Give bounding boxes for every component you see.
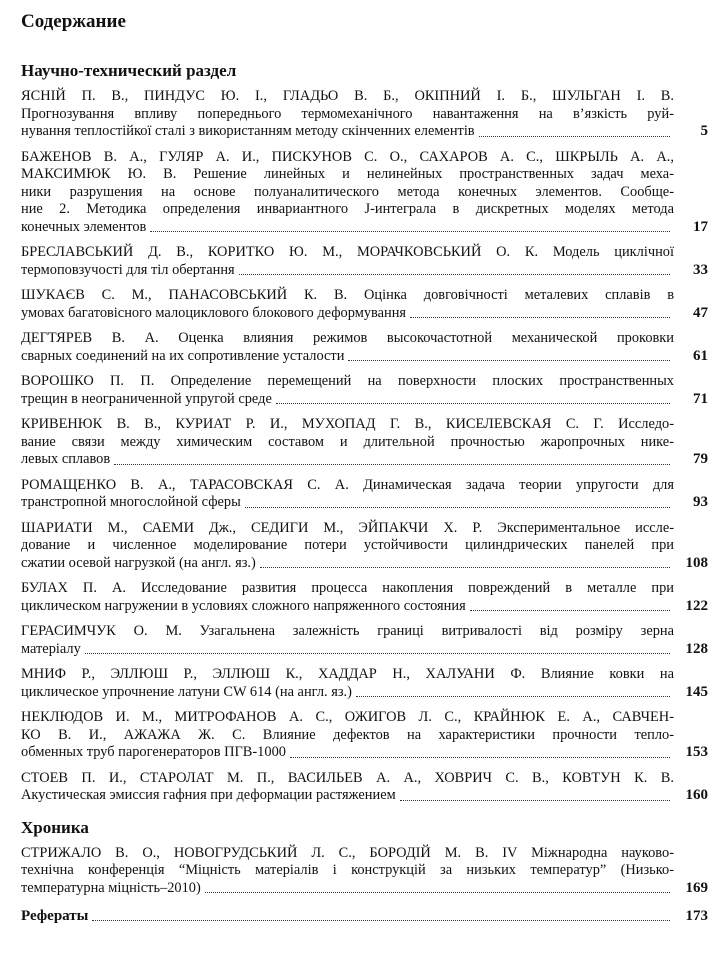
entry-line-text: МАКСИМЮК Ю. В. Решение линейных и нелинейных пространственных задач меха- — [21, 166, 674, 182]
page-number: 153 — [685, 744, 708, 760]
leader-dots — [245, 506, 670, 508]
page-number: 61 — [693, 347, 708, 364]
section-title: Научно-технический раздел — [21, 61, 237, 80]
entry-line — [21, 391, 674, 409]
entry-line — [21, 862, 674, 880]
leader-dots — [114, 463, 670, 465]
toc-entry[interactable] — [21, 416, 708, 469]
entry-line-text: МНИФ Р., ЭЛЛЮШ Р., ЭЛЛЮШ К., ХАДДАР Н., ХАЛУАНИ Ф. Влияние ковки на — [21, 666, 674, 682]
entry-line — [21, 623, 674, 641]
entry-line — [21, 184, 674, 202]
entry-text — [21, 477, 674, 512]
section-title: Хроника — [21, 817, 89, 837]
entry-text — [21, 770, 674, 805]
entry-line-text: ДЕГТЯРЕВ В. А. Оценка влияния режимов высокочастотной механической проковки — [21, 330, 674, 346]
toc-entry[interactable] — [21, 623, 708, 658]
entry-text — [21, 330, 674, 365]
entry-line-text: циклическом нагружении в условиях сложного напряженного состояния — [21, 597, 466, 614]
toc-entry[interactable] — [21, 373, 708, 408]
entry-line — [21, 727, 674, 745]
entry-line — [21, 149, 674, 167]
abstracts-entry[interactable] — [21, 907, 708, 925]
toc-entry[interactable] — [21, 88, 708, 141]
entry-line-text: КРИВЕНЮК В. В., КУРИАТ Р. И., МУХОПАД Г. В., КИСЕЛЕВСКАЯ С. Г. Исследо- — [21, 416, 674, 432]
entry-line-text: БУЛАХ П. А. Исследование развития процесса накопления повреждений в металле при — [21, 580, 674, 596]
entry-line — [21, 598, 674, 616]
toc-entry[interactable] — [21, 580, 708, 615]
entry-line-text: трещин в неограниченной упругой среде — [21, 390, 272, 407]
leader-dots — [150, 230, 670, 232]
entry-line-text: СТОЕВ П. И., СТАРОЛАТ М. П., ВАСИЛЬЕВ А. А., ХОВРИЧ С. В., КОВТУН К. В. — [21, 769, 674, 786]
entry-line — [21, 201, 674, 219]
entry-line-text: транстропной многослойной сферы — [21, 494, 241, 510]
entry-line — [21, 880, 674, 898]
entry-line — [21, 287, 674, 305]
toc-entry[interactable] — [21, 244, 708, 279]
entry-line — [21, 416, 674, 434]
entry-line-text: технічна конференція “Міцність матеріалів і конструкцій за низьких температур” (Низько- — [21, 862, 674, 878]
entry-line — [21, 684, 674, 702]
entry-line-text: матеріалу — [21, 640, 81, 657]
entry-line — [21, 641, 674, 659]
entry-line-text: БРЕСЛАВСЬКИЙ Д. В., КОРИТКО Ю. М., МОРАЧКОВСЬКИЙ О. К. Модель циклічної — [21, 244, 674, 260]
page-number: 145 — [685, 683, 708, 700]
entry-line-text: ШАРИАТИ М., САЕМИ Дж., СЕДИГИ М., ЭЙПАКЧИ Х. Р. Экспериментальное иссле- — [21, 519, 674, 536]
entry-line-text: температурна міцність–2010) — [21, 879, 201, 896]
toc-sections — [21, 60, 708, 897]
entry-line — [21, 555, 674, 573]
entry-line-text: сжатии осевой нагрузкой (на англ. яз.) — [21, 554, 256, 571]
entry-line — [21, 845, 674, 863]
page-number: 47 — [693, 304, 708, 321]
entry-text — [21, 373, 674, 408]
entry-line — [21, 537, 674, 555]
entry-line-text: вание связи между химическим составом и длительной прочностью жаропрочных нике- — [21, 433, 674, 450]
page-number: 79 — [693, 451, 708, 467]
entry-text — [21, 520, 674, 573]
entry-line-text: обменных труб парогенераторов ПГВ-1000 — [21, 744, 286, 760]
entry-line-text: дование и численное моделирование потери устойчивости цилиндрических панелей при — [21, 537, 674, 553]
entry-line — [21, 770, 674, 788]
entry-line-text: КО В. И., АЖАЖА Ж. С. Влияние дефектов на характеристики прочности тепло- — [21, 726, 674, 743]
entry-line — [21, 744, 674, 762]
entry-line — [21, 666, 674, 684]
entry-line-text: конечных элементов — [21, 218, 147, 235]
page-number: 71 — [693, 390, 708, 407]
leader-dots — [356, 695, 670, 697]
leader-dots — [92, 919, 670, 921]
toc-entry[interactable] — [21, 330, 708, 365]
page-number: 108 — [685, 554, 708, 571]
entry-line — [21, 434, 674, 452]
entry-line-text: левых сплавов — [21, 451, 111, 467]
page-number: 33 — [693, 261, 708, 278]
toc-entry[interactable] — [21, 770, 708, 805]
entry-text — [21, 666, 674, 701]
entry-line — [21, 348, 674, 366]
entry-line-text: Акустическая эмиссия гафния при деформации растяжением — [21, 787, 396, 803]
entry-text — [21, 287, 674, 322]
leader-dots — [470, 609, 670, 611]
page-number: 128 — [685, 640, 708, 657]
entry-line — [21, 262, 674, 280]
entry-text — [21, 244, 674, 279]
toc-entry[interactable] — [21, 666, 708, 701]
entry-line — [21, 123, 674, 141]
page-number: 122 — [685, 597, 708, 614]
leader-dots — [85, 652, 670, 654]
entry-line — [21, 330, 674, 348]
entry-text — [21, 845, 674, 898]
entry-line-text: сварных соединений на их сопротивление усталости — [21, 347, 345, 364]
entry-line-text: ВОРОШКО П. П. Определение перемещений на поверхности плоских пространственных — [21, 373, 674, 389]
entry-line-text: БАЖЕНОВ В. А., ГУЛЯР А. И., ПИСКУНОВ С. О., САХАРОВ А. С., ШКРЫЛЬ А. А., — [21, 148, 674, 165]
entry-line — [21, 477, 674, 495]
entry-text — [21, 580, 674, 615]
leader-dots — [400, 799, 670, 801]
entry-text — [21, 623, 674, 658]
entry-line-text: РОМАЩЕНКО В. А., ТАРАСОВСКАЯ С. А. Динамическая задача теории упругости для — [21, 476, 674, 493]
entry-line-text: термоповзучості для тіл обертання — [21, 261, 235, 278]
entry-line — [21, 305, 674, 323]
entry-line-text: ГЕРАСИМЧУК О. М. Узагальнена залежність границі витривалості від розміру зерна — [21, 623, 674, 639]
leader-dots — [290, 756, 670, 758]
toc-entry[interactable] — [21, 709, 708, 762]
toc-entry[interactable] — [21, 149, 708, 237]
abstracts-label: Рефераты — [21, 908, 89, 924]
entry-text — [21, 88, 674, 141]
entry-line — [21, 166, 674, 184]
entry-line-text: умовах багатовісного малоциклового блокового деформування — [21, 304, 407, 321]
entry-text — [21, 149, 674, 237]
leader-dots — [260, 566, 670, 568]
toc-entry[interactable] — [21, 845, 708, 898]
entry-line-text: СТРИЖАЛО В. О., НОВОГРУДСЬКИЙ Л. С., БОРОДІЙ М. В. IV Міжнародна науково- — [21, 844, 674, 861]
leader-dots — [205, 891, 670, 893]
toc-entry[interactable] — [21, 477, 708, 512]
entry-line-text: ЯСНІЙ П. В., ПИНДУС Ю. І., ГЛАДЬО В. Б., ОКІПНИЙ І. Б., ШУЛЬГАН І. В. — [21, 88, 674, 104]
entry-line — [21, 106, 674, 124]
page-number: 160 — [685, 787, 708, 803]
toc-entry[interactable] — [21, 520, 708, 573]
entry-line — [21, 219, 674, 237]
leader-dots — [239, 273, 670, 275]
leader-dots — [479, 135, 670, 137]
page-number: 93 — [693, 494, 708, 510]
entry-line-text: ники разрушения на основе полуаналитического метода конечных элементов. Сообще- — [21, 183, 674, 200]
toc-title: Содержание — [21, 11, 126, 32]
page-number: 17 — [693, 218, 708, 235]
entry-line — [21, 88, 674, 106]
entry-line-text: нування теплостійкої сталі з використанням методу скінченних елементів — [21, 123, 475, 139]
entry-line-text: Прогнозування впливу попереднього термомеханічного навантаження на в’язкість руй- — [21, 105, 674, 122]
entry-line — [21, 787, 674, 805]
entry-text — [21, 416, 674, 469]
toc-entry[interactable] — [21, 287, 708, 322]
entry-line — [21, 494, 674, 512]
leader-dots — [276, 402, 670, 404]
entry-line-text: циклическое упрочнение латуни CW 614 (на англ. яз.) — [21, 683, 352, 700]
page-number: 5 — [700, 123, 708, 139]
entry-line-text: ние 2. Методика определения инвариантного J-интеграла в дискретных моделях метода — [21, 201, 674, 217]
entry-text — [21, 709, 674, 762]
entry-line — [21, 451, 674, 469]
leader-dots — [348, 359, 670, 361]
entry-line — [21, 709, 674, 727]
page-number: 173 — [685, 907, 708, 924]
entry-line — [21, 244, 674, 262]
entry-line-text: ШУКАЄВ С. М., ПАНАСОВСЬКИЙ К. В. Оцінка довговічності металевих сплавів в — [21, 287, 674, 303]
leader-dots — [410, 316, 670, 318]
entry-line — [21, 580, 674, 598]
page-number: 169 — [685, 879, 708, 896]
entry-line — [21, 373, 674, 391]
entry-line — [21, 520, 674, 538]
entry-line-text: НЕКЛЮДОВ И. М., МИТРОФАНОВ А. С., ОЖИГОВ Л. С., КРАЙНЮК Е. А., САВЧЕН- — [21, 709, 674, 725]
